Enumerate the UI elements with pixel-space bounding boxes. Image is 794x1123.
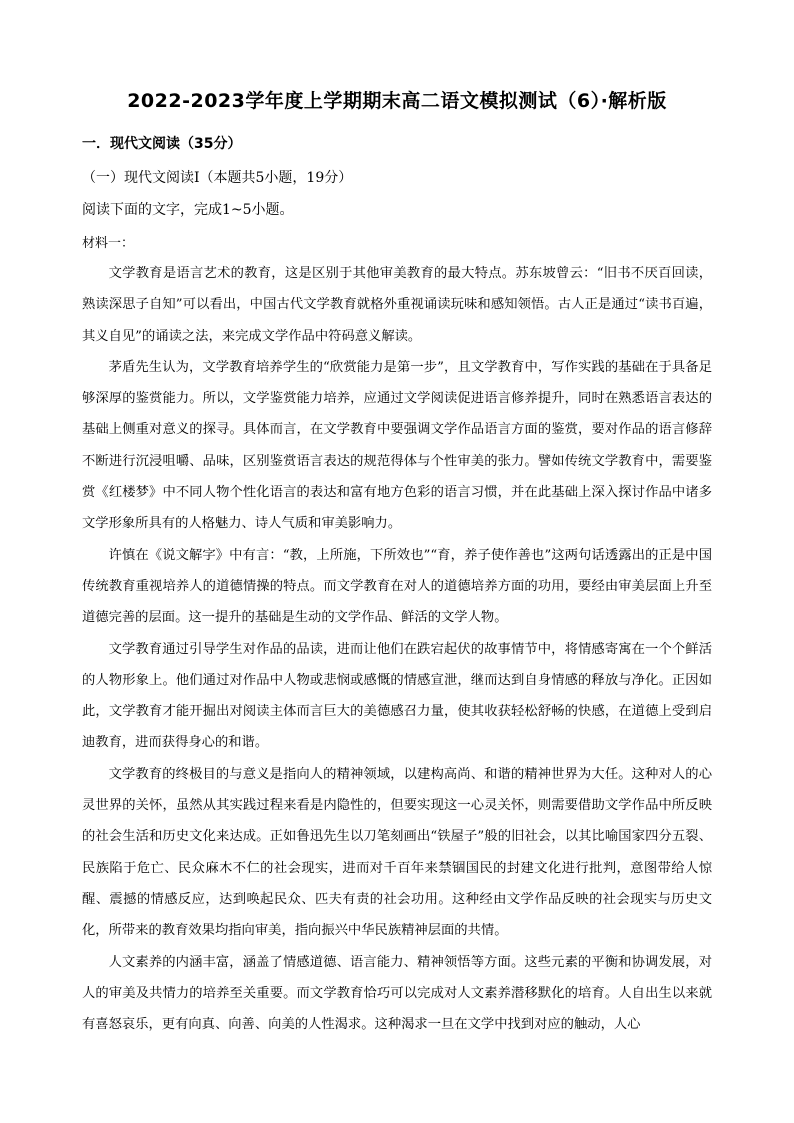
passage-paragraph-4: 文学教育通过引导学生对作品的品读，进而让他们在跌宕起伏的故事情节中，将情感寄寓在一个个鲜活的人物形象上。他们通过对作品中人物或悲悯或感慨的情感宣泄，继而达到自身情感的释放与净化。正因如此，文学教育才能开掘出对阅读主体而言巨大的美德感召力量，使其收获轻松舒畅的快感，在道德上受到启迪教育，进而获得身心的和谐。 <box>82 641 712 751</box>
passage-paragraph-1: 文学教育是语言艺术的教育，这是区别于其他审美教育的最大特点。苏东坡曾云：“旧书不厌百回读，熟读深思子自知”可以看出，中国古代文学教育就格外重视诵读玩味和感知领悟。古人正是通过“读书百遍，其义自见”的诵读之法，来完成文学作品中符码意义解读。 <box>82 266 712 344</box>
section-heading: 一．现代文阅读（35分） <box>82 136 242 152</box>
passage-body <box>82 258 712 1040</box>
material-label: 材料一： <box>82 236 135 251</box>
subsection-heading: （一）现代文阅读I（本题共5小题，19分） <box>82 170 353 186</box>
passage-paragraph-6: 人文素养的内涵丰富，涵盖了情感道德、语言能力、精神领悟等方面。这些元素的平衡和协调发展，对人的审美及共情力的培养至关重要。而文学教育恰巧可以完成对人文素养潜移默化的培育。人自出生以来就有喜怒哀乐，更有向真、向善、向美的人性渴求。这种渴求一旦在文学中找到对应的触动，人心 <box>82 954 712 1033</box>
passage-paragraph-5: 文学教育的终极目的与意义是指向人的精神领域，以建构高尚、和谐的精神世界为大任。这种对人的心灵世界的关怀，虽然从其实践过程来看是内隐性的，但要实现这一心灵关怀，则需要借助文学作品中所反映的社会生活和历史文化来达成。正如鲁迅先生以刀笔刻画出“铁屋子”般的旧社会，以其比喻国家四分五裂、民族陷于危亡、民众麻木不仁的社会现实，进而对千百年来禁锢国民的封建文化进行批判，意图带给人惊醒、震撼的情感反应，达到唤起民众、匹夫有责的社会功用。这种经由文学作品反映的社会现实与历史文化，所带来的教育效果均指向审美，指向振兴中华民族精神层面的共情。 <box>82 766 712 939</box>
passage-paragraph-2: 茅盾先生认为，文学教育培养学生的“欣赏能力是第一步”，且文学教育中，写作实践的基础在于具备足够深厚的鉴赏能力。所以，文学鉴赏能力培养，应通过文学阅读促进语言修养提升，同时在熟悉语言表达的基础上侧重对意义的探寻。具体而言，在文学教育中要强调文学作品语言方面的鉴赏，要对作品的语言修辞不断进行沉浸咀嚼、品味，区别鉴赏语言表达的规范得体与个性审美的张力。譬如传统文学教育中，需要鉴赏《红楼梦》中不同人物个性化语言的表达和富有地方色彩的语言习惯，并在此基础上深入探讨作品中诸多文学形象所具有的人格魅力、诗人气质和审美影响力。 <box>82 359 712 532</box>
document-title: 2022-2023学年度上学期期末高二语文模拟测试（6）·解析版 <box>127 90 667 112</box>
reading-instruction: 阅读下面的文字，完成1~5小题。 <box>82 202 294 218</box>
passage-paragraph-3: 许慎在《说文解字》中有言：“教，上所施，下所效也”“育，养子使作善也”这两句话透露出的正是中国传统教育重视培养人的道德情操的特点。而文学教育在对人的道德培养方面的功用，要经由审美层面上升至道德完善的层面。这一提升的基础是生动的文学作品、鲜活的文学人物。 <box>82 547 712 626</box>
